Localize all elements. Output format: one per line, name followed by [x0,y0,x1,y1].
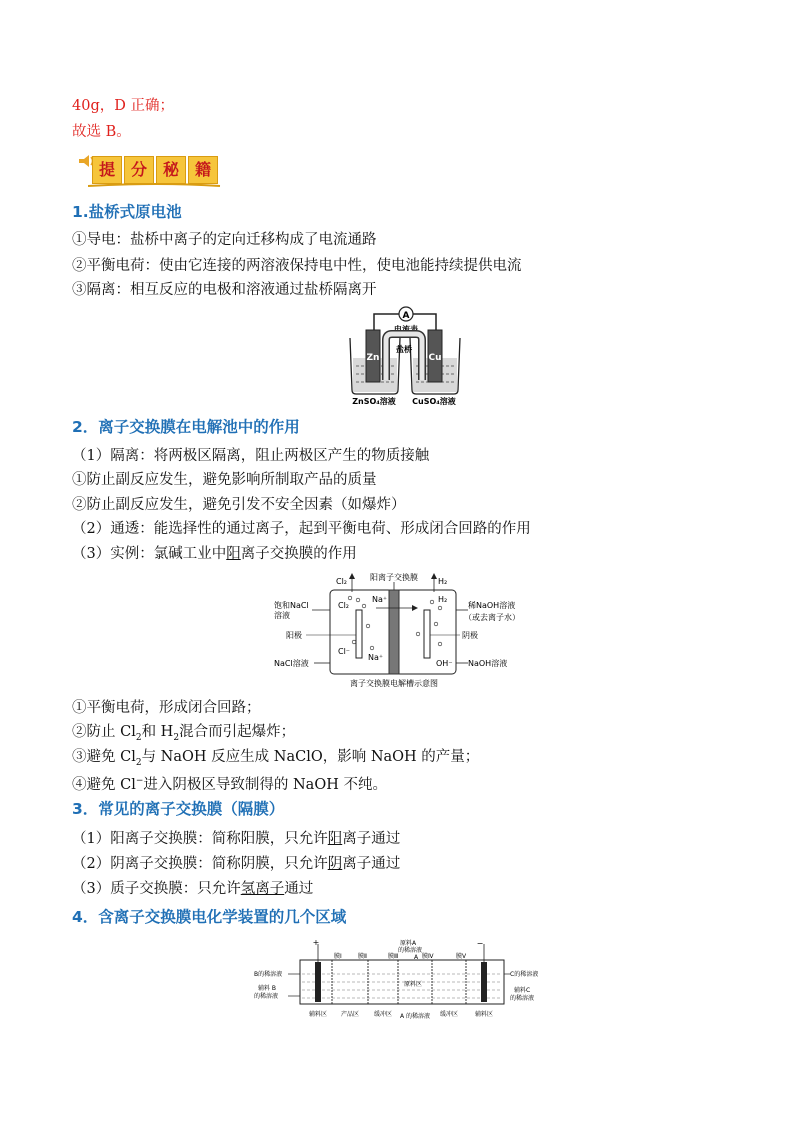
banner-char-3: 秘 [156,156,186,184]
s2-reason-1: ①平衡电荷，形成闭合回路； [72,700,261,716]
cathode-label: 阴极 [462,631,478,640]
cl2-label: Cl₂ [338,601,350,610]
figure-caption: 离子交换膜电解槽示意图 [350,679,438,688]
raw-zone-label: 原料区 [404,981,423,988]
section-3-title: 3．常见的离子交换膜（隔膜） [72,800,285,818]
zone-6-label: 辅料区 [474,1011,494,1018]
s2-line-4: （2）通透：能选择性的通过离子，起到平衡电荷、形成闭合回路的作用 [72,521,531,537]
underlined-yang: 阳 [226,546,241,562]
banner-underline [88,182,238,190]
s1-item-2: ②平衡电荷：使由它连接的两溶液保持电中性，使电池能持续提供电流 [72,258,522,274]
zn-electrode-label: Zn [366,353,380,363]
cl2-outlet-label: Cl₂ [336,577,348,586]
ammeter-label: 电流表 [394,325,418,334]
raw-a-label-3: A [414,954,419,961]
membrane-2-label: 膜Ⅱ [358,953,367,960]
s3-line-3: （3）质子交换膜：只允许氢离子通过 [72,881,314,897]
chlor-alkali-cell-figure [272,568,532,690]
membrane-3-label: 膜Ⅲ [388,953,399,960]
h2-outlet-label: H₂ [438,577,448,586]
s2-line-3: ②防止副反应发生，避免引发不安全因素（如爆炸） [72,497,406,513]
right-solution-label: CuSO₄溶液 [412,397,456,406]
anode-label: 阳极 [286,631,302,640]
anode-plus: + [312,938,320,947]
s2-reason-4: ④避免 Cl−进入阴极区导致制得的 NaOH 不纯。 [72,776,387,793]
membrane-5-label: 膜Ⅴ [456,953,467,960]
left-solution-label: ZnSO₄溶液 [352,397,396,406]
section-2-title: 2．离子交换膜在电解池中的作用 [72,418,300,436]
membrane-label: 阳离子交换膜 [370,573,418,582]
banner-char-4: 籍 [188,156,218,184]
naoh-solution-label: NaOH溶液 [468,659,508,668]
answer-line-2: 故选 B。 [72,124,131,140]
zone-4-label: A 的稀溶液 [399,1013,431,1020]
zone-5-label: 缓冲区 [439,1011,459,1018]
banner-char-2: 分 [124,156,154,184]
h2-label: H₂ [438,595,448,604]
raw-a-label: 原料A [400,940,417,947]
s2-line-1: （1）隔离：将两极区隔离，阻止两极区产生的物质接触 [72,448,430,464]
aux-c-label: 辅料C [514,987,531,994]
section-1-title: 1.盐桥式原电池 [72,203,182,221]
aux-b-label: 辅料 B [258,985,277,992]
b-solution-label: B的稀溶液 [254,971,283,978]
tips-banner [76,152,226,188]
sat-nacl-label-2: 溶液 [274,611,290,620]
membrane-zones-figure [252,938,552,1022]
s3-line-2: （2）阴离子交换膜：简称阴膜，只允许阴离子通过 [72,856,401,872]
s2-reason-3: ③避免 $Cl_2$与 NaOH 反应生成 NaClO，影响 NaOH 的产量； [72,749,480,768]
salt-bridge-cell-figure [344,300,464,408]
cu-electrode-label: Cu [428,353,442,363]
sat-nacl-label: 饱和NaCl [274,601,309,610]
na-ion-bottom: Na⁺ [368,653,384,662]
dilute-naoh-label-2: （或去离子水） [464,613,520,622]
ammeter-symbol: A [402,311,410,321]
aux-c-label-2: 的稀溶液 [510,995,535,1002]
section-4-title: 4．含离子交换膜电化学装置的几个区域 [72,908,347,926]
cl-ion-label: Cl⁻ [338,647,351,656]
zone-2-label: 产品区 [340,1011,360,1018]
s2-line-2: ①防止副反应发生，避免影响所制取产品的质量 [72,472,377,488]
answer-line-1: 40g，D 正确； [72,98,174,114]
raw-a-label-2: 的稀溶液 [398,947,423,954]
c-solution-label: C的稀溶液 [510,971,539,978]
zone-1-label: 辅料区 [308,1011,328,1018]
nacl-solution-label: NaCl溶液 [274,659,309,668]
oh-ion-label: OH⁻ [436,659,453,668]
banner-char-1: 提 [92,156,122,184]
dilute-naoh-label: 稀NaOH溶液 [468,601,516,610]
salt-bridge-label: 盐桥 [396,345,412,354]
membrane-1-label: 膜Ⅰ [334,953,342,960]
aux-b-label-2: 的稀溶液 [254,993,279,1000]
cathode-minus: − [476,939,484,948]
zone-3-label: 缓冲区 [373,1011,393,1018]
na-ion-top: Na⁺ [372,595,388,604]
membrane-4-label: 膜Ⅳ [422,953,434,960]
s1-item-1: ①导电：盐桥中离子的定向迁移构成了电流通路 [72,232,377,248]
s2-reason-2: ②防止 $Cl_2$和 $H_2$混合而引起爆炸； [72,724,296,743]
s1-item-3: ③隔离：相互反应的电极和溶液通过盐桥隔离开 [72,282,377,298]
s2-line-5: （3）实例：氯碱工业中阳离子交换膜的作用 [72,546,357,562]
s3-line-1: （1）阳离子交换膜：简称阳膜，只允许阳离子通过 [72,831,401,847]
